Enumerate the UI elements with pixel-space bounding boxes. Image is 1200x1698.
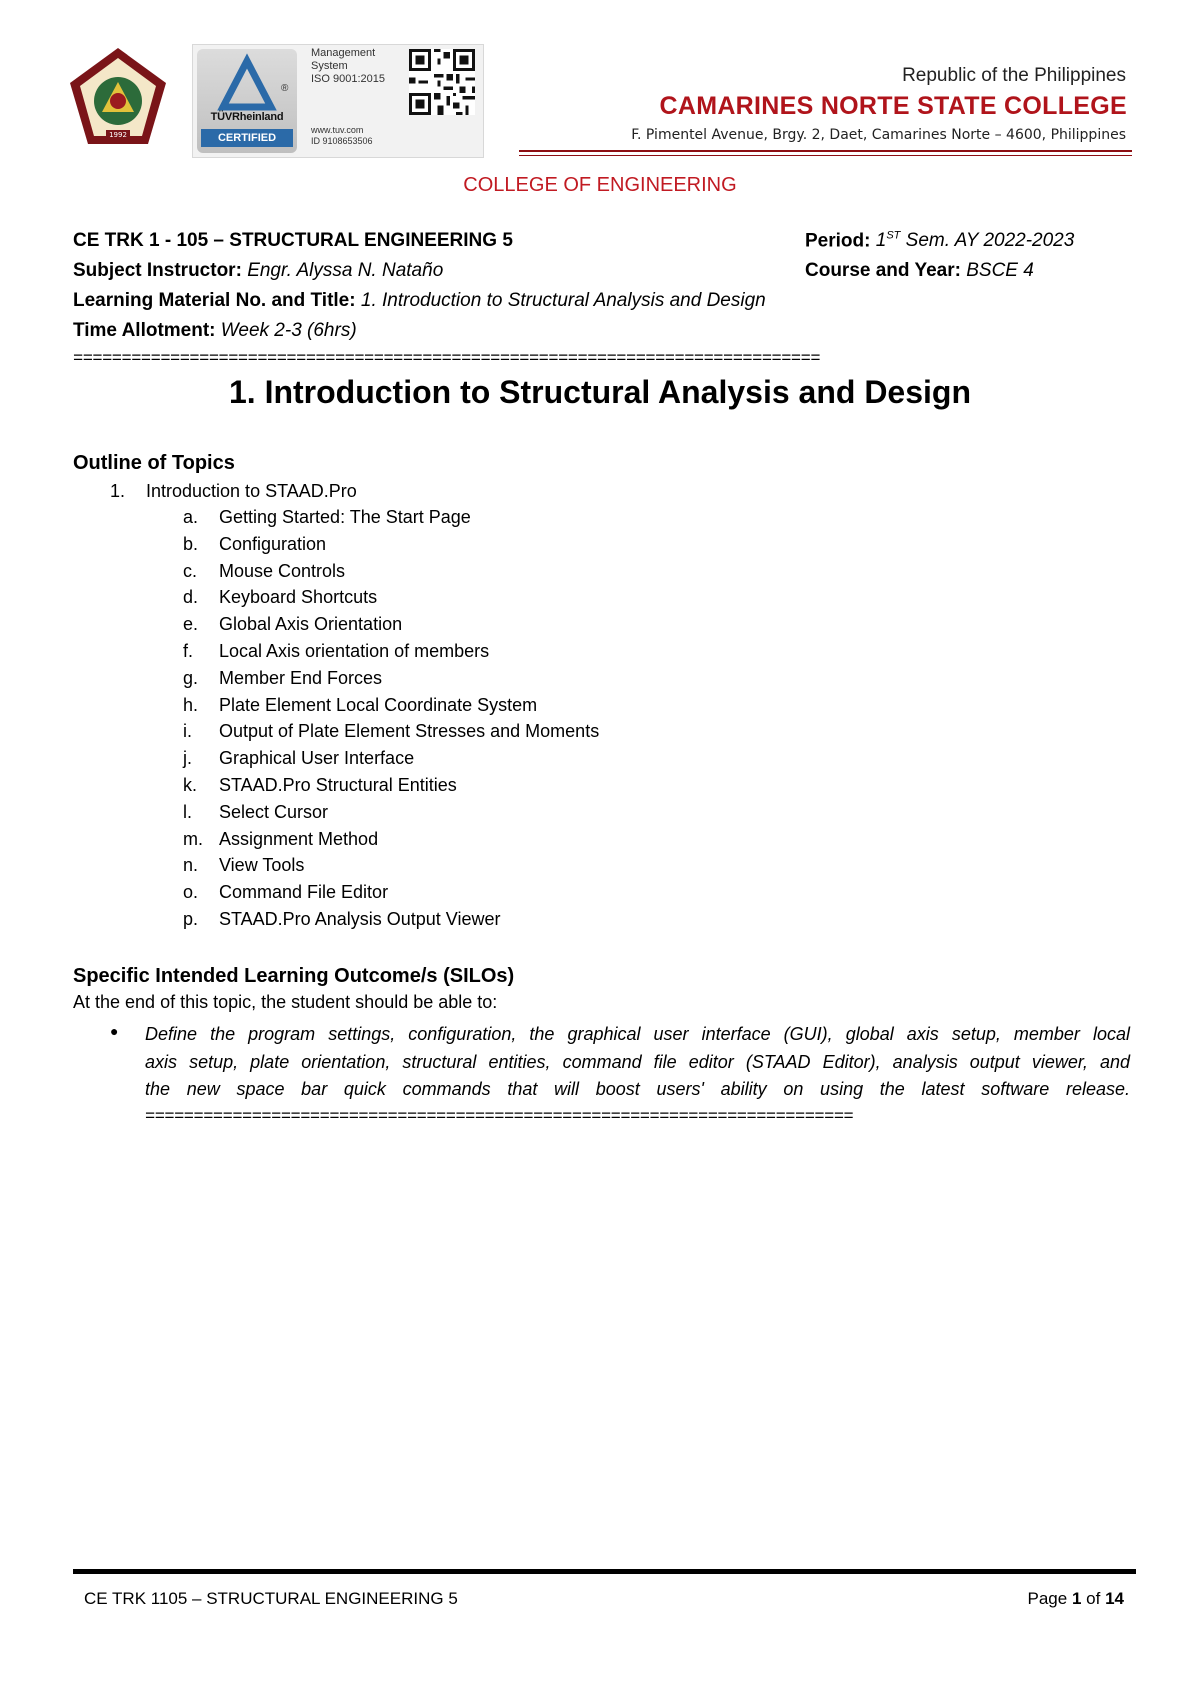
list-text: Select Cursor [219, 801, 329, 822]
period-label: Period: [805, 230, 871, 252]
period-row [805, 230, 1074, 252]
period-sup: ST [886, 230, 901, 242]
list-text: Keyboard Shortcuts [219, 587, 378, 608]
certified-label: CERTIFIED [201, 129, 293, 147]
list-text: Introduction to STAAD.Pro [146, 481, 357, 501]
silo-intro: At the end of this topic, the student should be able to: [73, 992, 498, 1012]
list-letter: e. [183, 614, 199, 635]
list-text: Graphical User Interface [219, 748, 415, 769]
list-letter: g. [183, 667, 199, 688]
list-letter: h. [183, 694, 199, 715]
tuv-logo [197, 49, 297, 153]
page-title: 1. Introduction to Structural Analysis and Design [228, 374, 971, 410]
page-word: Page [1027, 1589, 1068, 1608]
list-text: View Tools [219, 855, 305, 876]
separator-line: ========================================================================= [145, 1108, 854, 1127]
list-text: STAAD.Pro Analysis Output Viewer [219, 908, 501, 929]
separator-line: ============================================================================= [73, 350, 821, 369]
course-year-value: BSCE 4 [966, 260, 1034, 281]
cert-id: ID 9108653506 [311, 136, 373, 146]
instructor-label: Subject Instructor: [73, 260, 242, 281]
total-pages: 14 [1105, 1589, 1124, 1608]
department-title: COLLEGE OF ENGINEERING [463, 174, 737, 196]
cert-url-block [311, 125, 411, 147]
footer-course: CE TRK 1105 – STRUCTURAL ENGINEERING 5 [84, 1589, 458, 1608]
time-allotment-value: Week 2-3 (6hrs) [220, 320, 357, 341]
time-allotment-row [73, 320, 357, 342]
list-letter: m. [183, 828, 203, 849]
course-year-label: Course and Year: [805, 260, 961, 281]
course-year-row [805, 260, 1034, 282]
list-text: Command File Editor [219, 882, 389, 903]
management-system-text [311, 47, 401, 86]
learning-material-row [73, 290, 766, 312]
learning-material-value: 1. Introduction to Structural Analysis and Design [360, 290, 766, 311]
time-allotment-label: Time Allotment: [73, 320, 216, 341]
list-letter: n. [183, 855, 199, 876]
list-letter: f. [183, 640, 194, 661]
list-text: Plate Element Local Coordinate System [219, 694, 538, 715]
list-letter: b. [183, 533, 199, 554]
list-number: 1. [110, 481, 126, 501]
list-letter: d. [183, 587, 199, 608]
list-letter: k. [183, 774, 198, 795]
list-text: STAAD.Pro Structural Entities [219, 774, 457, 795]
of-word: of [1086, 1589, 1101, 1608]
college-address: F. Pimentel Avenue, Brgy. 2, Daet, Camarines Norte – 4600, Philippines [631, 127, 1126, 143]
tuv-brand: TÜVRheinland [210, 111, 284, 123]
list-letter: a. [183, 507, 199, 527]
period-value-post: Sem. AY 2022-2023 [900, 230, 1075, 252]
silo-heading: Specific Intended Learning Outcome/s (SILOs) [73, 965, 515, 987]
course-code-title-text: CE TRK 1 - 105 – STRUCTURAL ENGINEERING 5 [73, 230, 513, 251]
silo-paragraph [145, 1021, 1130, 1104]
list-letter: p. [183, 908, 199, 929]
college-name: CAMARINES NORTE STATE COLLEGE [659, 92, 1127, 120]
header-rule-bottom [519, 155, 1132, 156]
list-text: Global Axis Orientation [219, 614, 403, 635]
bullet-icon: ● [110, 1023, 119, 1039]
management-word: Management [311, 47, 376, 59]
college-seal-logo [66, 46, 170, 150]
registered-icon: ® [281, 83, 289, 94]
outline-heading: Outline of Topics [73, 452, 235, 474]
instructor-value: Engr. Alyssa N. Nataño [247, 260, 444, 281]
cert-url: www.tuv.com [311, 125, 364, 135]
period-value-pre: 1 [875, 230, 887, 252]
list-text: Output of Plate Element Stresses and Moments [219, 721, 600, 742]
current-page: 1 [1071, 1589, 1082, 1608]
learning-material-label: Learning Material No. and Title: [73, 290, 356, 311]
list-letter: l. [183, 801, 192, 822]
qr-code-icon [409, 49, 475, 115]
list-text: Configuration [219, 533, 327, 554]
system-word: System [311, 60, 348, 72]
footer-rule [73, 1569, 1136, 1574]
list-text: Getting Started: The Start Page [219, 507, 471, 527]
list-text: Local Axis orientation of members [219, 640, 490, 661]
silo-line: Define the program settings, configuration, the graphical user interface (GUI), global axis setup, member local [145, 1024, 1130, 1044]
list-text: Mouse Controls [219, 560, 346, 581]
seal-year: 1992 [109, 131, 127, 139]
course-code-title [73, 230, 513, 252]
list-letter: c. [183, 560, 198, 581]
list-text: Assignment Method [219, 828, 379, 849]
silo-line: axis setup, plate orientation, structural entities, command file editor (STAAD Editor), analysis output viewer, and [145, 1051, 1130, 1072]
list-letter: j. [183, 748, 192, 769]
iso-certification-badge [192, 44, 484, 158]
list-letter: i. [183, 721, 192, 742]
header-rule-top [519, 150, 1132, 152]
iso-standard: ISO 9001:2015 [311, 73, 386, 85]
list-text: Member End Forces [219, 667, 383, 688]
list-letter: o. [183, 882, 199, 903]
silo-line: the new space bar quick commands that will boost users' ability on using the latest software release. [145, 1079, 1130, 1099]
republic-text: Republic of the Philippines [902, 65, 1126, 86]
instructor-row [73, 260, 443, 282]
page-number [1028, 1589, 1124, 1609]
